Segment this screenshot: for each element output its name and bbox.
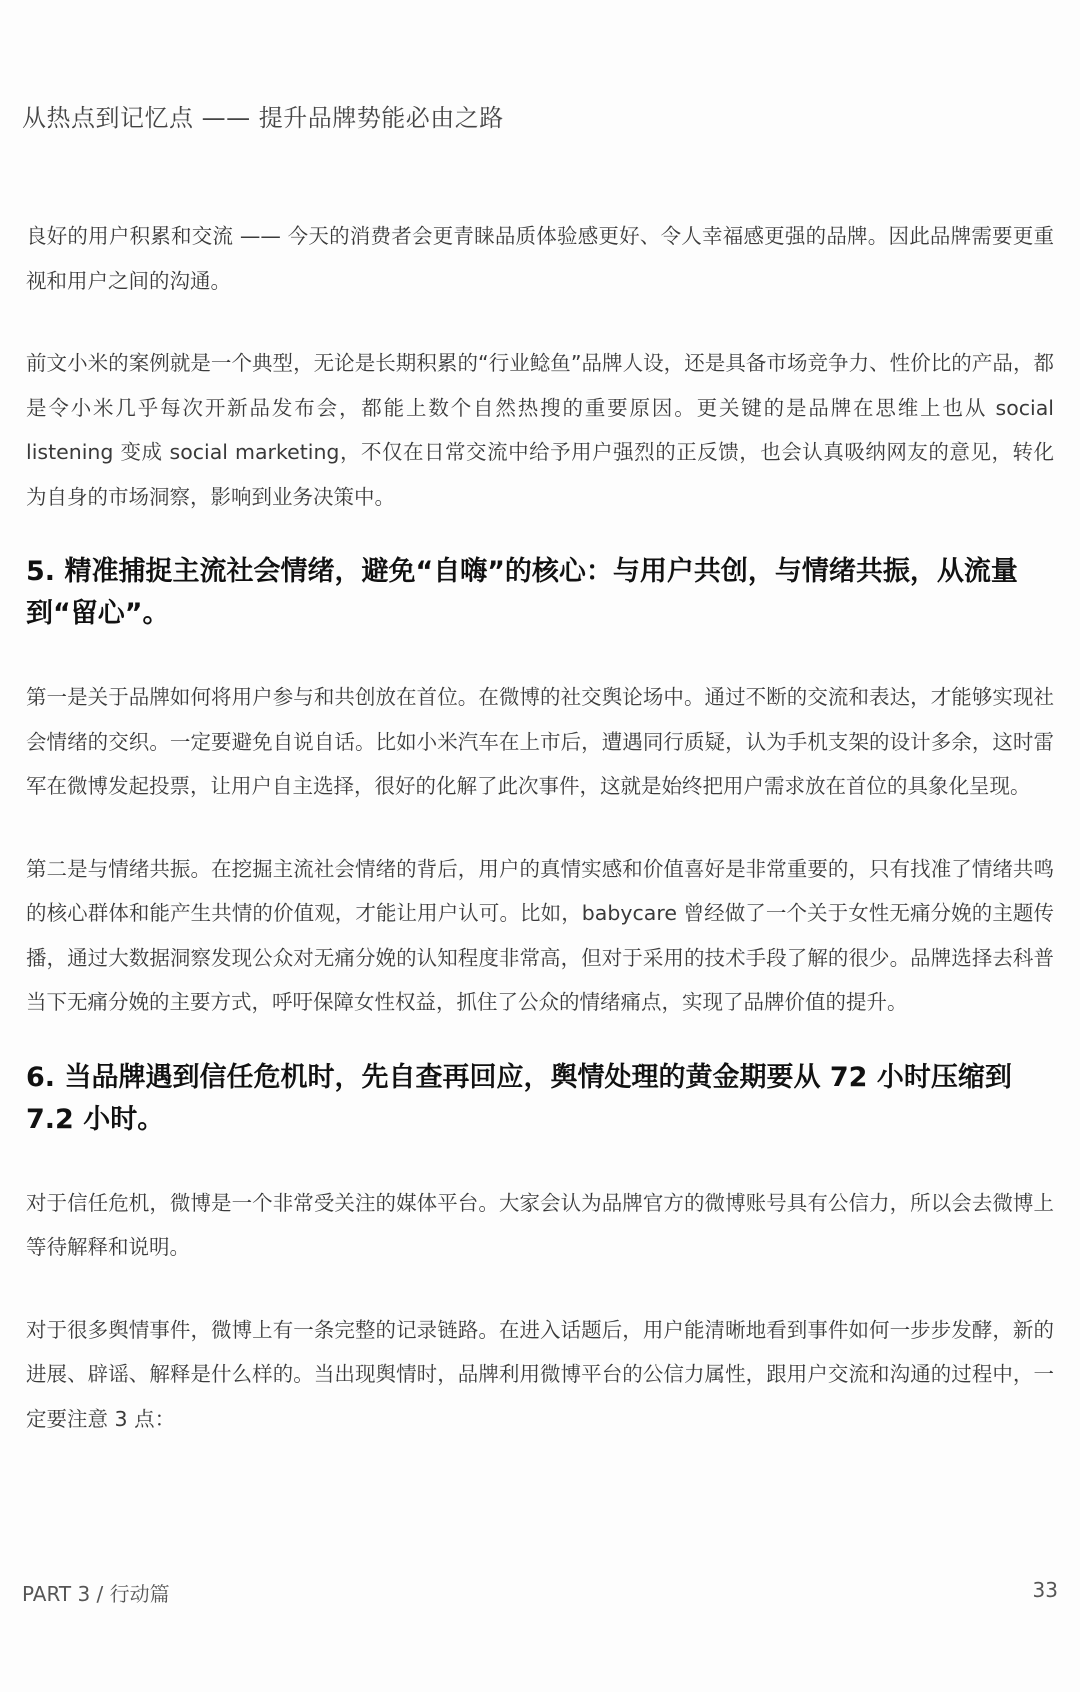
footer-section-label: PART 3 / 行动篇 <box>22 1582 170 1606</box>
article-body <box>26 214 1054 1441</box>
paragraph-user-cocreation: 第一是关于品牌如何将用户参与和共创放在首位。在微博的社交舆论场中。通过不断的交流和表达，才能够实现社会情绪的交织。一定要避免自说自话。比如小米汽车在上市后，遭遇同行质疑，认为手机支架的设计多余，这时雷军在微博发起投票，让用户自主选择，很好的化解了此次事件，这就是始终把用户需求放在首位的具象化呈现。 <box>26 685 1054 798</box>
paragraph-xiaomi-case: 前文小米的案例就是一个典型，无论是长期积累的“行业鲶鱼”品牌人设，还是具备市场竞争力、性价比的产品，都是令小米几乎每次开新品发布会，都能上数个自然热搜的重要原因。更关键的是品牌在思维上也从 social listening 变成 social marketing，不仅在日常交流中给予用户强烈的正反馈，也会认真吸纳网友的意见，转化为自身的市场洞察，影响到业务决策中。 <box>26 351 1054 509</box>
running-header: 从热点到记忆点 —— 提升品牌势能必由之路 <box>22 104 504 132</box>
section-heading-6: 6. 当品牌遇到信任危机时，先自查再回应，舆情处理的黄金期要从 72 小时压缩到 7.2 小时。 <box>26 1061 1012 1135</box>
paragraph-user-accumulation: 良好的用户积累和交流 —— 今天的消费者会更青睐品质体验感更好、令人幸福感更强的品牌。因此品牌需要更重视和用户之间的沟通。 <box>26 224 1054 293</box>
paragraph-sentiment-events: 对于很多舆情事件，微博上有一条完整的记录链路。在进入话题后，用户能清晰地看到事件如何一步步发酵，新的进展、辟谣、解释是什么样的。当出现舆情时，品牌利用微博平台的公信力属性，跟用户交流和沟通的过程中，一定要注意 3 点： <box>26 1317 1054 1431</box>
page-number: 33 <box>1032 1578 1058 1602</box>
section-heading-5: 5. 精准捕捉主流社会情绪，避免“自嗨”的核心：与用户共创，与情绪共振，从流量到“留心”。 <box>26 556 1018 629</box>
paragraph-emotion-resonance: 第二是与情绪共振。在挖掘主流社会情绪的背后，用户的真情实感和价值喜好是非常重要的，只有找准了情绪共鸣的核心群体和能产生共情的价值观，才能让用户认可。比如，babycare 曾经做了一个关于女性无痛分娩的主题传播，通过大数据洞察发现公众对无痛分娩的认知程度非常高，但对于采用的技术手段了解的很少。品牌选择去科普当下无痛分娩的主要方式，呼吁保障女性权益，抓住了公众的情绪痛点，实现了品牌价值的提升。 <box>26 856 1054 1014</box>
paragraph-trust-crisis: 对于信任危机，微博是一个非常受关注的媒体平台。大家会认为品牌官方的微博账号具有公信力，所以会去微博上等待解释和说明。 <box>26 1190 1054 1259</box>
